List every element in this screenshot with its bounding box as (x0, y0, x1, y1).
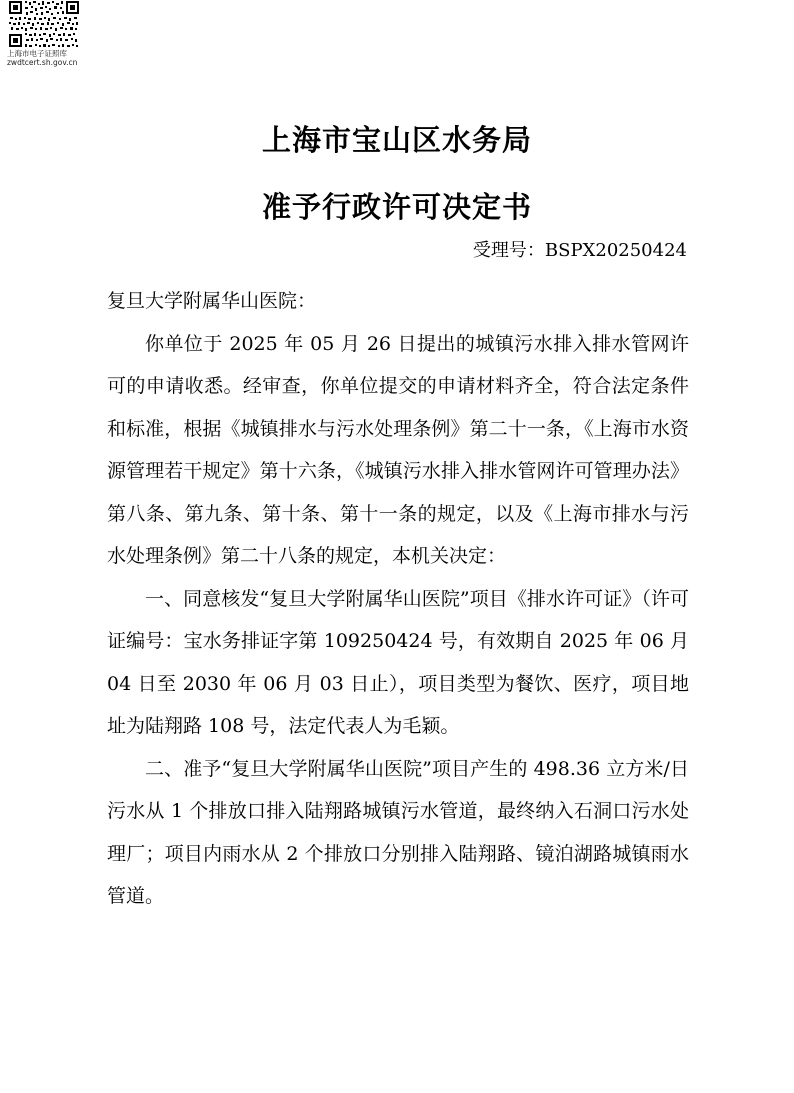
qr-caption-name: 上海市电子证照库 (7, 49, 67, 58)
decision-body (107, 280, 689, 918)
paragraph-intro: 你单位于 2025 年 05 月 26 日提出的城镇污水排入排水管网许可的申请收悉。经审查，你单位提交的申请材料齐全，符合法定条件和标准，根据《城镇排水与污水处理条例》第二十一条，《上海市水资源管理若干规定》第十六条，《城镇污水排入排水管网许可管理办法》第八条、第九条、第十条、第十一条的规定，以及《上海市排水与污水处理条例》第二十八条的规定，本机关决定： (107, 332, 689, 567)
paragraph-item-1: 一、同意核发“复旦大学附属华山医院”项目《排水许可证》（许可证编号：宝水务排证字第 109250424 号，有效期自 2025 年 06 月 04 日至 2030 年 06 月 03 日止），项目类型为餐饮、医疗，项目地址为陆翔路 108 号，法定代表人为毛颖。 (107, 587, 689, 737)
qr-caption-domain: zwdtcert.sh.gov.cn (7, 58, 78, 67)
acceptance-number: 受理号：BSPX20250424 (472, 240, 687, 261)
qr-caption (7, 49, 83, 67)
paragraph-item-2: 二、准予“复旦大学附属华山医院”项目产生的 498.36 立方米/日污水从 1 个排放口排入陆翔路城镇污水管道，最终纳入石洞口污水处理厂；项目内雨水从 2 个排放口分别排入陆翔路、镜泊湖路城镇雨水管道。 (107, 757, 689, 907)
qr-code (8, 0, 80, 48)
addressee: 复旦大学附属华山医院： (107, 290, 317, 312)
agency-title: 上海市宝山区水务局 (261, 123, 532, 157)
document-title: 准予行政许可决定书 (261, 190, 532, 224)
